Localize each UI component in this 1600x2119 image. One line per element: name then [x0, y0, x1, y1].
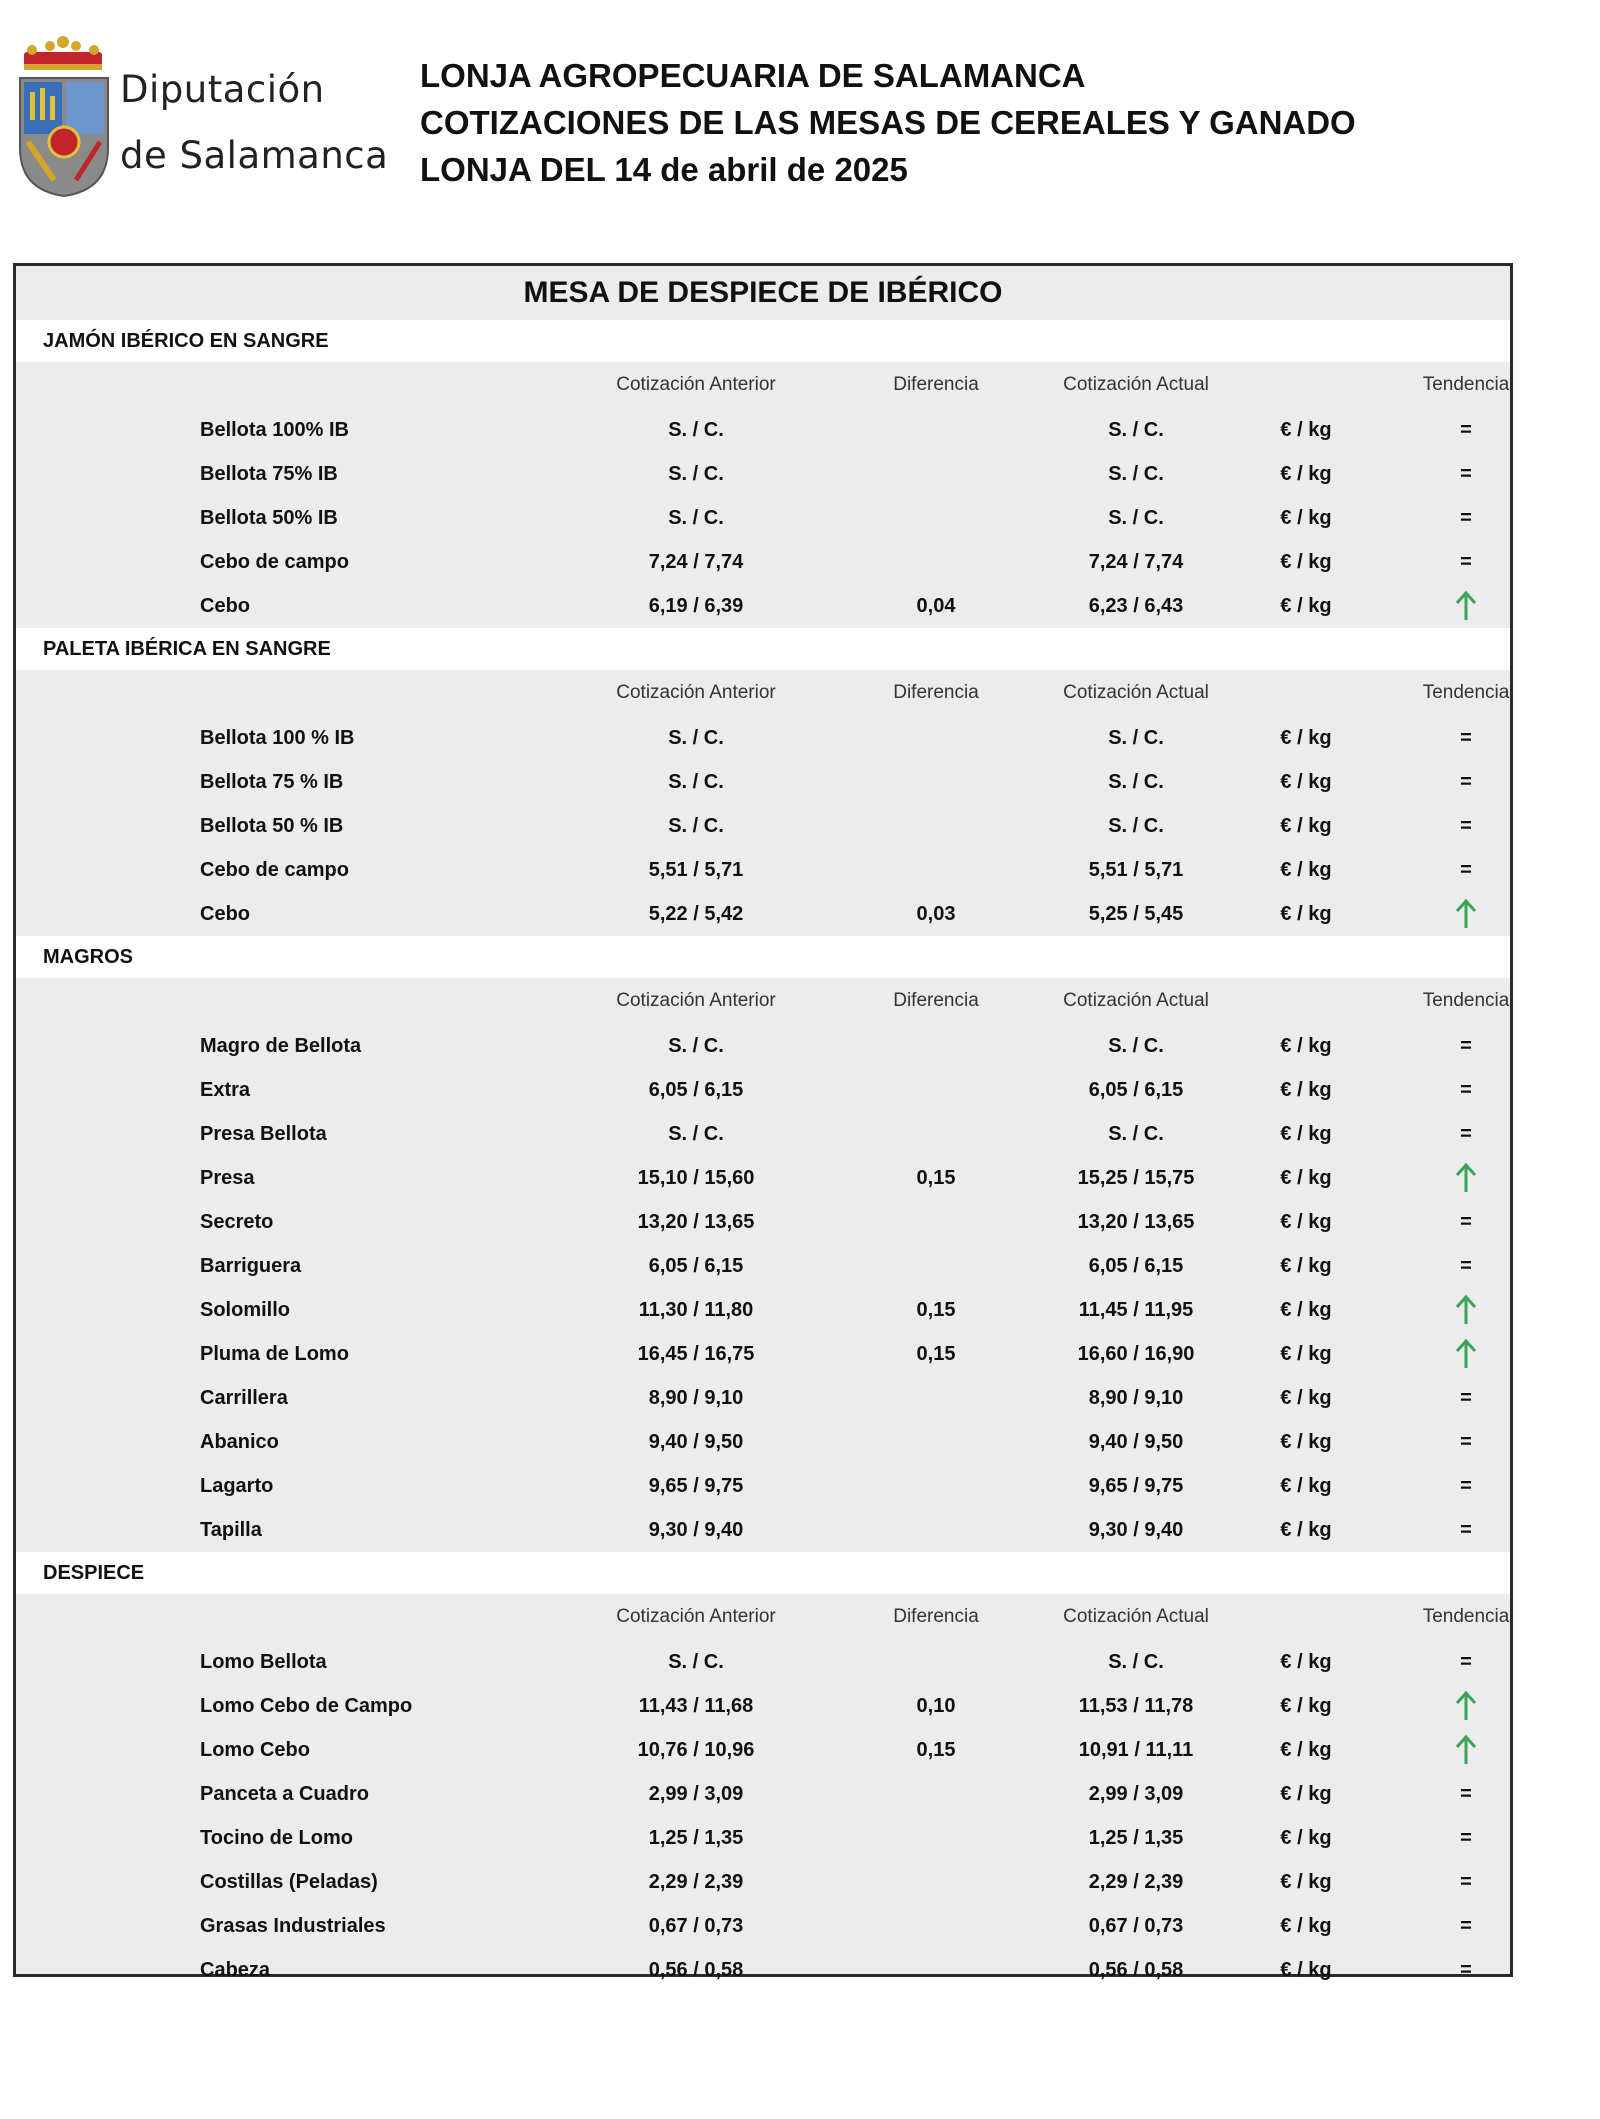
product-name: Lagarto	[200, 1474, 274, 1497]
sections-container	[16, 320, 1510, 1992]
current-price: 2,99 / 3,09	[1088, 1782, 1184, 1805]
trend-equal: =	[1460, 1650, 1472, 1673]
trend-equal: =	[1460, 1122, 1472, 1145]
current-price: S. / C.	[1108, 462, 1164, 485]
table-row	[16, 540, 1510, 584]
current-price: S. / C.	[1108, 726, 1164, 749]
column-header-diff: Diferencia	[893, 374, 979, 395]
table-row	[16, 1816, 1510, 1860]
trend-equal: =	[1460, 1078, 1472, 1101]
price-unit: € / kg	[1280, 1254, 1332, 1277]
price-unit: € / kg	[1280, 858, 1332, 881]
product-name: Cebo	[200, 594, 250, 617]
product-name: Cebo de campo	[200, 550, 349, 573]
price-unit: € / kg	[1280, 1518, 1332, 1541]
current-price: 8,90 / 9,10	[1088, 1386, 1184, 1409]
table-row	[16, 1112, 1510, 1156]
table-row	[16, 1508, 1510, 1552]
column-header-curr: Cotización Actual	[1063, 990, 1209, 1011]
previous-price: 5,51 / 5,71	[648, 858, 744, 881]
current-price: 1,25 / 1,35	[1088, 1826, 1184, 1849]
table-row	[16, 496, 1510, 540]
current-price: 13,20 / 13,65	[1077, 1210, 1195, 1233]
table-row	[16, 716, 1510, 760]
column-headers	[16, 978, 1510, 1024]
current-price: 9,40 / 9,50	[1088, 1430, 1184, 1453]
current-price: 11,53 / 11,78	[1078, 1694, 1194, 1717]
section-title: PALETA IBÉRICA EN SANGRE	[16, 628, 1510, 670]
column-headers	[16, 362, 1510, 408]
price-unit: € / kg	[1280, 1738, 1332, 1761]
trend-up-arrow-icon	[1386, 1728, 1546, 1772]
price-unit: € / kg	[1280, 1430, 1332, 1453]
previous-price: S. / C.	[668, 814, 724, 837]
previous-price: 9,30 / 9,40	[648, 1518, 744, 1541]
arrow-up-icon	[1454, 1338, 1478, 1370]
price-unit: € / kg	[1280, 1386, 1332, 1409]
product-name: Costillas (Peladas)	[200, 1870, 378, 1893]
current-price: 9,65 / 9,75	[1088, 1474, 1184, 1497]
current-price: 0,67 / 0,73	[1088, 1914, 1184, 1937]
product-name: Presa Bellota	[200, 1122, 327, 1145]
price-unit: € / kg	[1280, 1210, 1332, 1233]
price-unit: € / kg	[1280, 1122, 1332, 1145]
price-unit: € / kg	[1280, 770, 1332, 793]
table-row	[16, 1464, 1510, 1508]
product-name: Barriguera	[200, 1254, 302, 1277]
previous-price: 2,29 / 2,39	[648, 1870, 744, 1893]
document-header	[420, 52, 1356, 193]
price-unit: € / kg	[1280, 1914, 1332, 1937]
product-name: Bellota 75% IB	[200, 462, 338, 485]
current-price: 11,45 / 11,95	[1078, 1298, 1194, 1321]
price-unit: € / kg	[1280, 1078, 1332, 1101]
diputacion-logo	[14, 30, 389, 205]
trend-up-arrow-icon	[1386, 1288, 1546, 1332]
previous-price: 9,40 / 9,50	[648, 1430, 744, 1453]
price-difference: 0,15	[916, 1166, 956, 1189]
arrow-up-icon	[1454, 898, 1478, 930]
column-header-diff: Diferencia	[893, 1606, 979, 1627]
trend-equal: =	[1460, 1430, 1472, 1453]
column-header-trend: Tendencia	[1422, 682, 1510, 703]
current-price: 5,51 / 5,71	[1088, 858, 1184, 881]
trend-equal: =	[1460, 814, 1472, 837]
current-price: S. / C.	[1108, 770, 1164, 793]
column-header-curr: Cotización Actual	[1063, 682, 1209, 703]
previous-price: 11,30 / 11,80	[638, 1298, 754, 1321]
product-name: Tapilla	[200, 1518, 262, 1541]
trend-equal: =	[1460, 1386, 1472, 1409]
product-name: Grasas Industriales	[200, 1914, 386, 1937]
price-difference: 0,10	[916, 1694, 956, 1717]
product-name: Lomo Bellota	[200, 1650, 327, 1673]
current-price: 9,30 / 9,40	[1088, 1518, 1184, 1541]
table-row	[16, 1332, 1510, 1376]
previous-price: 1,25 / 1,35	[648, 1826, 744, 1849]
price-difference: 0,15	[916, 1342, 956, 1365]
table-row	[16, 1376, 1510, 1420]
previous-price: 6,05 / 6,15	[648, 1254, 744, 1277]
price-difference: 0,04	[916, 594, 956, 617]
price-difference: 0,15	[916, 1738, 956, 1761]
column-header-trend: Tendencia	[1422, 1606, 1510, 1627]
product-name: Bellota 50 % IB	[200, 814, 344, 837]
table-row	[16, 1024, 1510, 1068]
current-price: 6,05 / 6,15	[1088, 1078, 1184, 1101]
product-name: Bellota 50% IB	[200, 506, 338, 529]
product-name: Secreto	[200, 1210, 274, 1233]
product-name: Cebo	[200, 902, 250, 925]
current-price: S. / C.	[1108, 1122, 1164, 1145]
table-row	[16, 1904, 1510, 1948]
previous-price: 0,67 / 0,73	[648, 1914, 744, 1937]
product-name: Presa	[200, 1166, 255, 1189]
current-price: 16,60 / 16,90	[1077, 1342, 1195, 1365]
previous-price: 16,45 / 16,75	[637, 1342, 755, 1365]
trend-equal: =	[1460, 506, 1472, 529]
column-header-prev: Cotización Anterior	[616, 990, 776, 1011]
logo-text-line1: Diputación	[120, 68, 325, 111]
column-header-trend: Tendencia	[1422, 374, 1510, 395]
quotation-panel	[13, 263, 1513, 1981]
column-header-curr: Cotización Actual	[1063, 1606, 1209, 1627]
previous-price: S. / C.	[668, 506, 724, 529]
product-name: Carrillera	[200, 1386, 288, 1409]
arrow-up-icon	[1454, 1734, 1478, 1766]
current-price: S. / C.	[1108, 506, 1164, 529]
price-difference: 0,15	[916, 1298, 956, 1321]
previous-price: S. / C.	[668, 726, 724, 749]
product-name: Lomo Cebo de Campo	[200, 1694, 413, 1717]
column-headers	[16, 670, 1510, 716]
column-header-trend: Tendencia	[1422, 990, 1510, 1011]
previous-price: S. / C.	[668, 462, 724, 485]
current-price: S. / C.	[1108, 418, 1164, 441]
trend-up-arrow-icon	[1386, 892, 1546, 936]
previous-price: 9,65 / 9,75	[648, 1474, 744, 1497]
trend-equal: =	[1460, 1958, 1472, 1981]
price-unit: € / kg	[1280, 1870, 1332, 1893]
table-row	[16, 848, 1510, 892]
price-unit: € / kg	[1280, 1166, 1332, 1189]
trend-equal: =	[1460, 550, 1472, 573]
previous-price: S. / C.	[668, 1122, 724, 1145]
trend-equal: =	[1460, 1474, 1472, 1497]
current-price: S. / C.	[1108, 1034, 1164, 1057]
table-row	[16, 408, 1510, 452]
product-name: Panceta a Cuadro	[200, 1782, 369, 1805]
price-unit: € / kg	[1280, 1650, 1332, 1673]
previous-price: 0,56 / 0,58	[648, 1958, 744, 1981]
trend-equal: =	[1460, 1782, 1472, 1805]
price-unit: € / kg	[1280, 1826, 1332, 1849]
column-header-prev: Cotización Anterior	[616, 374, 776, 395]
trend-equal: =	[1460, 858, 1472, 881]
previous-price: 7,24 / 7,74	[648, 550, 744, 573]
trend-up-arrow-icon	[1386, 1156, 1546, 1200]
previous-price: 15,10 / 15,60	[637, 1166, 755, 1189]
trend-equal: =	[1460, 726, 1472, 749]
product-name: Magro de Bellota	[200, 1034, 362, 1057]
column-header-diff: Diferencia	[893, 990, 979, 1011]
previous-price: 2,99 / 3,09	[648, 1782, 744, 1805]
arrow-up-icon	[1454, 1690, 1478, 1722]
panel-title: MESA DE DESPIECE DE IBÉRICO	[16, 266, 1510, 320]
current-price: S. / C.	[1108, 814, 1164, 837]
price-unit: € / kg	[1280, 1342, 1332, 1365]
header-title-line3: LONJA DEL 14 de abril de 2025	[420, 151, 908, 188]
trend-equal: =	[1460, 770, 1472, 793]
table-row	[16, 1288, 1510, 1332]
table-row	[16, 1684, 1510, 1728]
previous-price: S. / C.	[668, 1650, 724, 1673]
table-row	[16, 584, 1510, 628]
price-unit: € / kg	[1280, 594, 1332, 617]
column-header-diff: Diferencia	[893, 682, 979, 703]
trend-equal: =	[1460, 462, 1472, 485]
table-row	[16, 1156, 1510, 1200]
price-difference: 0,03	[916, 902, 956, 925]
previous-price: 11,43 / 11,68	[638, 1694, 754, 1717]
trend-equal: =	[1460, 418, 1472, 441]
table-row	[16, 452, 1510, 496]
price-unit: € / kg	[1280, 462, 1332, 485]
current-price: 6,05 / 6,15	[1088, 1254, 1184, 1277]
table-row	[16, 1860, 1510, 1904]
current-price: 6,23 / 6,43	[1088, 594, 1184, 617]
trend-equal: =	[1460, 1254, 1472, 1277]
previous-price: 10,76 / 10,96	[637, 1738, 755, 1761]
previous-price: S. / C.	[668, 418, 724, 441]
table-row	[16, 1728, 1510, 1772]
price-unit: € / kg	[1280, 902, 1332, 925]
arrow-up-icon	[1454, 1162, 1478, 1194]
trend-up-arrow-icon	[1386, 584, 1546, 628]
current-price: 7,24 / 7,74	[1088, 550, 1184, 573]
trend-equal: =	[1460, 1826, 1472, 1849]
arrow-up-icon	[1454, 1294, 1478, 1326]
price-unit: € / kg	[1280, 814, 1332, 837]
trend-equal: =	[1460, 1870, 1472, 1893]
trend-equal: =	[1460, 1914, 1472, 1937]
product-name: Tocino de Lomo	[200, 1826, 353, 1849]
price-unit: € / kg	[1280, 506, 1332, 529]
price-unit: € / kg	[1280, 1034, 1332, 1057]
price-unit: € / kg	[1280, 418, 1332, 441]
trend-up-arrow-icon	[1386, 1684, 1546, 1728]
table-row	[16, 804, 1510, 848]
section-title: JAMÓN IBÉRICO EN SANGRE	[16, 320, 1510, 362]
price-unit: € / kg	[1280, 550, 1332, 573]
previous-price: 8,90 / 9,10	[648, 1386, 744, 1409]
product-name: Cabeza	[200, 1958, 271, 1981]
product-name: Bellota 100 % IB	[200, 726, 355, 749]
product-name: Solomillo	[200, 1298, 290, 1321]
previous-price: 5,22 / 5,42	[648, 902, 744, 925]
price-unit: € / kg	[1280, 1782, 1332, 1805]
header-title-line2: COTIZACIONES DE LAS MESAS DE CEREALES Y GANADO	[420, 104, 1356, 141]
trend-up-arrow-icon	[1386, 1332, 1546, 1376]
price-unit: € / kg	[1280, 1298, 1332, 1321]
current-price: 10,91 / 11,11	[1078, 1738, 1194, 1761]
column-header-prev: Cotización Anterior	[616, 1606, 776, 1627]
logo-text-line2: de Salamanca	[120, 134, 389, 177]
table-row	[16, 1948, 1510, 1992]
arrow-up-icon	[1454, 590, 1478, 622]
current-price: 15,25 / 15,75	[1077, 1166, 1195, 1189]
header-title-line1: LONJA AGROPECUARIA DE SALAMANCA	[420, 57, 1086, 94]
trend-equal: =	[1460, 1034, 1472, 1057]
previous-price: S. / C.	[668, 1034, 724, 1057]
previous-price: S. / C.	[668, 770, 724, 793]
product-name: Cebo de campo	[200, 858, 349, 881]
previous-price: 13,20 / 13,65	[637, 1210, 755, 1233]
price-unit: € / kg	[1280, 1474, 1332, 1497]
previous-price: 6,19 / 6,39	[648, 594, 744, 617]
current-price: 2,29 / 2,39	[1088, 1870, 1184, 1893]
table-row	[16, 892, 1510, 936]
table-row	[16, 1068, 1510, 1112]
column-header-curr: Cotización Actual	[1063, 374, 1209, 395]
trend-equal: =	[1460, 1210, 1472, 1233]
trend-equal: =	[1460, 1518, 1472, 1541]
product-name: Bellota 100% IB	[200, 418, 349, 441]
current-price: S. / C.	[1108, 1650, 1164, 1673]
product-name: Lomo Cebo	[200, 1738, 310, 1761]
current-price: 5,25 / 5,45	[1088, 902, 1184, 925]
current-price: 0,56 / 0,58	[1088, 1958, 1184, 1981]
product-name: Bellota 75 % IB	[200, 770, 344, 793]
column-header-prev: Cotización Anterior	[616, 682, 776, 703]
table-row	[16, 1772, 1510, 1816]
table-row	[16, 1420, 1510, 1464]
previous-price: 6,05 / 6,15	[648, 1078, 744, 1101]
table-row	[16, 760, 1510, 804]
coat-of-arms-icon	[14, 30, 114, 205]
table-row	[16, 1200, 1510, 1244]
price-unit: € / kg	[1280, 726, 1332, 749]
section-title: DESPIECE	[16, 1552, 1510, 1594]
product-name: Pluma de Lomo	[200, 1342, 349, 1365]
section-title: MAGROS	[16, 936, 1510, 978]
column-headers	[16, 1594, 1510, 1640]
product-name: Extra	[200, 1078, 251, 1101]
price-unit: € / kg	[1280, 1958, 1332, 1981]
product-name: Abanico	[200, 1430, 279, 1453]
table-row	[16, 1640, 1510, 1684]
price-unit: € / kg	[1280, 1694, 1332, 1717]
table-row	[16, 1244, 1510, 1288]
